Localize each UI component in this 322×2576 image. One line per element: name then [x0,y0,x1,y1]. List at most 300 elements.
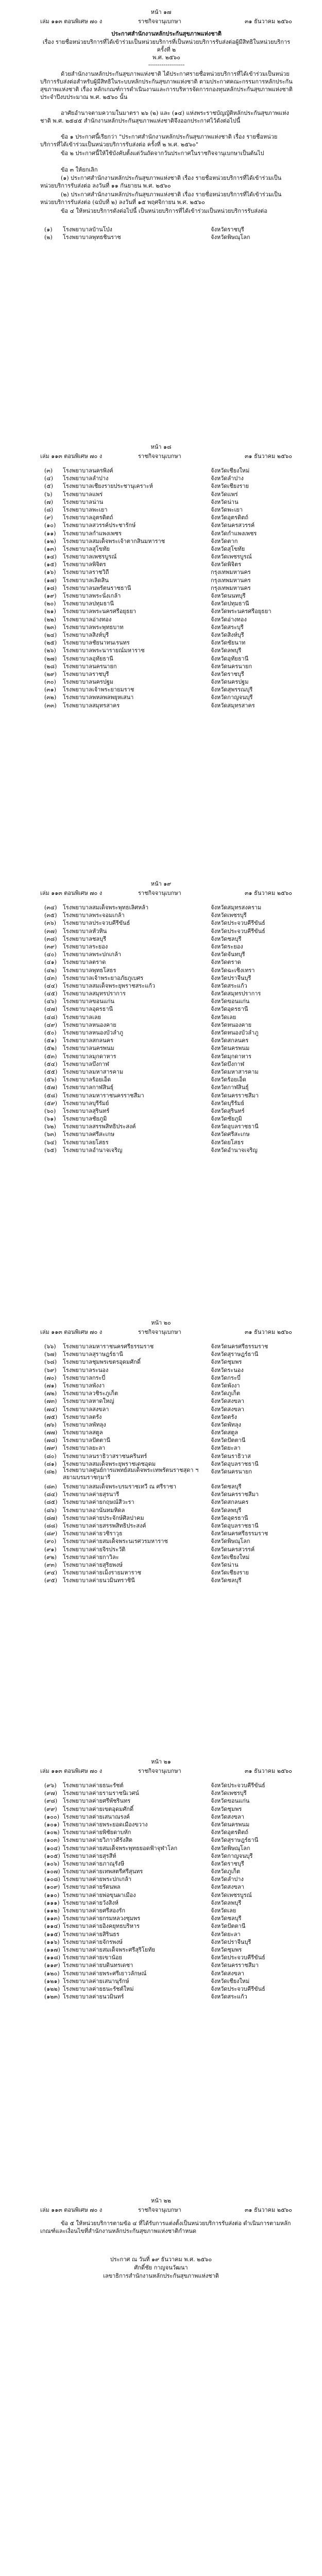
province-name: จังหวัดกระบี่ [211,1374,241,1381]
clause-3-item-1: (๑) ประกาศสำนักงานหลักประกันสุขภาพแห่งชาติ เรื่อง รายชื่อหน่วยบริการที่ได้เข้าร่วมเป็นหน่วยบริการรับส่งต่อ ลงวันที่ ๑๑ กันยายน พ.ศ. ๒๕๖๐ [40,175,282,189]
province-name: จังหวัดเชียงใหม่ [211,1977,250,1985]
hospital-name: โรงพยาบาลชัยภูมิ [63,1115,107,1123]
page-18 [0,435,322,872]
province-name: จังหวัดพิษณุโลก [211,1844,250,1852]
item-number: (๘๙) [44,1530,58,1537]
item-number: (๖๕) [44,1146,57,1154]
list-item [44,1396,297,1404]
gazette-date: ๓๑ ธันวาคม ๒๕๖๐ [245,1329,292,1335]
item-number: (๒๖) [44,647,56,654]
hospital-name: โรงพยาบาลหัวหิน [63,927,107,935]
list-item [44,1435,297,1443]
item-number: (๙๐) [44,1538,57,1545]
province-name: จังหวัดราชบุรี [211,670,244,677]
volume-label: เล่ม ๑๑๓ ตอนพิเศษ ๗๐ ง [40,453,103,460]
province-name: จังหวัดพังงา [211,1382,240,1389]
province-name: จังหวัดลพบุรี [211,1899,242,1906]
item-number: (๗๘) [44,1437,58,1444]
item-number: (๕๙) [44,1099,57,1107]
province-name: จังหวัดชลบุรี [211,1577,242,1584]
volume-label: เล่ม ๑๑๓ ตอนพิเศษ ๗๐ ง [40,1768,103,1774]
province-name: กรุงเทพมหานคร [211,577,251,584]
item-number: (๖๔) [44,1139,57,1146]
list-item [44,505,297,513]
list-item [44,1020,297,1028]
hospital-list [44,1781,297,1999]
hospital-name: โรงพยาบาลปัตตานี [63,1437,110,1444]
province-name: จังหวัดสกลนคร [211,1037,249,1044]
list-item [44,1489,297,1497]
announcement-subject: เรื่อง รายชื่อหน่วยบริการที่ได้เข้าร่วมเป็นหน่วยบริการที่เป็นหน่วยบริการรับส่งต่อผู้มีสิทธิในหน่วยบริการ ครั้งที่ ๒ [42,39,291,53]
list-item [44,1820,297,1827]
item-number: (๑๔) [44,553,57,561]
hospital-name: โรงพยาบาลค่ายสมเด็จพระพุทธยอดฟ้าจุฬาโลก [63,1844,178,1852]
list-item [44,701,297,708]
province-name: จังหวัดนครราชสีมา [211,1962,259,1969]
list-item [44,973,297,981]
province-name: จังหวัดชลบุรี [211,1915,242,1922]
province-name: จังหวัดตาก [211,537,238,545]
province-name: จังหวัดกาฬสินธุ์ [211,1084,249,1091]
hospital-name: โรงพยาบาลค่ายบดินทรเดชา [63,1962,133,1969]
list-item [44,1529,297,1536]
province-name: จังหวัดชุมพร [211,1805,242,1812]
item-number: (๗๖) [44,1421,57,1428]
hospital-name: โรงพยาบาลลำปาง [63,475,109,482]
hospital-name: โรงพยาบาลพหลพลพยุหเสนา [63,694,134,701]
hospital-name: โรงพยาบาลเจ้าพระยายมราช [63,686,134,693]
item-number: (๕๓) [44,1053,57,1060]
item-number: (๑๗) [44,577,57,584]
page-17 [0,0,322,435]
item-number: (๘๓) [44,1483,57,1490]
hospital-name: โรงพยาบาลค่ายศรีพัชรินทร [63,1798,131,1805]
gazette-name: ราชกิจจานุเบกษา [138,890,181,896]
hospital-name: โรงพยาบาลหนองคาย [63,1021,116,1028]
province-name: จังหวัดอุตรดิตถ์ [211,514,248,521]
list-item [44,1067,297,1075]
hospital-name: โรงพยาบาลน่าน [63,498,104,505]
item-number: (๘๕) [44,1499,58,1506]
clause-5: ข้อ ๕ ให้หน่วยบริการตามข้อ ๔ ที่ได้รับการแต่งตั้งเป็นหน่วยบริการรับส่งต่อ ดำเนินการตามหลักเกณฑ์และเงื่อนไขที่สำนักงานหลักประกันสุขภาพแห่งชาติกำหนด [40,2220,291,2234]
hospital-name: โรงพยาบาลค่ายสรรพสิทธิประสงค์ [63,1522,146,1529]
hospital-name: โรงพยาบาลพัทลุง [63,1421,106,1428]
hospital-name: โรงพยาบาลชุมพรเขตรอุดมศักดิ์ [63,1359,141,1366]
province-name: จังหวัดอ่างทอง [211,616,247,623]
list-item [44,638,297,646]
gazette-date: ๓๑ ธันวาคม ๒๕๖๐ [245,890,292,896]
page-number: หน้า ๑๙ [150,880,172,887]
hospital-name: โรงพยาบาลค่ายรัตนพล [63,1884,121,1891]
province-name: จังหวัดพระนครศรีอยุธยา [211,608,272,615]
item-number: (๑๐๗) [44,1868,60,1875]
item-number: (๑๖) [44,569,56,576]
hospital-name: โรงพยาบาลกาฬสินธุ์ [63,1084,114,1091]
list-item [44,622,297,630]
list-item [44,910,297,918]
province-name: จังหวัดยะลา [211,1445,241,1452]
item-number: (๑๑๒) [44,1907,60,1914]
hospital-name: โรงพยาบาลค่ายเขาน้อย [63,1954,122,1961]
hospital-name: โรงพยาบาลแพร่ [63,490,103,498]
province-name: จังหวัดน่าน [211,1561,239,1568]
hospital-name: โรงพยาบาลนครพิงค์ [63,467,113,474]
list-item [44,575,297,583]
hospital-name: โรงพยาบาลสมเด็จพระบรมราชเทวี ณ ศรีราชา [63,1483,177,1490]
list-item [44,1043,297,1051]
item-number: (๙๘) [44,1798,58,1805]
province-name: จังหวัดนครพนม [211,1821,250,1828]
item-number: (๑๐๒) [44,1829,60,1836]
province-name: จังหวัดชัยนาท [211,639,246,647]
province-name: จังหวัดแพร่ [211,490,238,498]
hospital-name: โรงพยาบาลสกลนคร [63,1037,113,1044]
list-item [44,1859,297,1867]
list-item [44,1552,297,1560]
list-item [44,1788,297,1796]
province-name: จังหวัดสตูล [211,1429,238,1436]
province-name: จังหวัดสระแก้ว [211,1993,247,2001]
hospital-name: โรงพยาบาลสุรินทร์ [63,1107,110,1114]
list-item [44,1091,297,1098]
hospital-name: โรงพยาบาลพะเยา [63,506,108,513]
hospital-name: โรงพยาบาลค่ายเขตอุดมศักดิ์ [63,1805,134,1812]
province-name: จังหวัดสมุทรปราการ [211,990,261,997]
list-item [44,1521,297,1529]
province-name: จังหวัดยะลา [211,1930,241,1938]
list-item [44,1412,297,1420]
province-name: จังหวัดยโสธร [211,1139,244,1146]
list-item [44,1036,297,1043]
page-21 [0,1750,322,2189]
hospital-list [44,903,297,1153]
province-name: จังหวัดประจวบคีรีขันธ์ [211,1782,265,1789]
item-number: (๕๕) [44,1068,58,1075]
page-19 [0,872,322,1311]
province-name: จังหวัดสุราษฎร์ธานี [211,1837,259,1844]
signature-date: ประกาศ ณ วันที่ ๑๙ ธันวาคม พ.ศ. ๒๕๖๐ [110,2256,212,2263]
item-number: (๓๔) [44,904,57,911]
hospital-name: โรงพยาบาลเพชรบูรณ์ [63,553,117,561]
list-item [44,1913,297,1921]
hospital-name: โรงพยาบาลพุทธโสธร [63,967,116,974]
item-number: (๓๖) [44,920,57,927]
list-item [44,1867,297,1874]
list-item [44,1827,297,1835]
hospital-name: โรงพยาบาลอุทัยธานี [63,655,113,662]
list-item [44,1129,297,1137]
list-item [44,1052,297,1059]
list-item [44,1513,297,1521]
hospital-name: โรงพยาบาลอำนาจเจริญ [63,1146,123,1154]
item-number: (๙๓) [44,1561,57,1568]
province-name: จังหวัดประจวบคีรีขันธ์ [211,1985,265,1992]
province-name: จังหวัดสงขลา [211,1398,244,1405]
hospital-name: โรงพยาบาลนครพนม [63,1045,114,1052]
item-number: (๙๑) [44,1546,57,1553]
item-number: (๘๖) [44,1506,57,1514]
list-item [44,1969,297,1976]
list-item [44,1028,297,1036]
list-item [44,583,297,591]
item-number: (๑๐๘) [44,1876,60,1883]
item-number: (๓๗) [44,927,57,935]
item-number: (๑๐๕) [44,1852,60,1859]
province-name: จังหวัดสุราษฎร์ธานี [211,1351,259,1358]
item-number: (๔) [44,475,53,482]
hospital-name: โรงพยาบาลพระพุทธบาท [63,623,124,631]
item-number: (๑๐๙) [44,1884,60,1891]
item-number: (๑๑๐) [44,1891,60,1899]
province-name: จังหวัดอุบลราชธานี [211,1522,259,1529]
province-name: กรุงเทพมหานคร [211,584,251,591]
gazette-name: ราชกิจจานุเบกษา [138,18,181,25]
item-number: (๙๙) [44,1805,57,1812]
hospital-name: โรงพยาบาลวชิระภูเก็ต [63,1390,118,1397]
list-item [44,1388,297,1396]
hospital-name: โรงพยาบาลสุโขทัย [63,545,110,552]
hospital-name: โรงพยาบาลกระบี่ [63,1374,106,1381]
item-number: (๘๐) [44,1452,57,1460]
item-number: (๕๒) [44,1045,57,1052]
list-item [44,654,297,662]
list-item [44,1012,297,1020]
item-number: (๒๕) [44,639,57,647]
hospital-name: โรงพยาบาลชัยนาทนเรนทร [63,639,130,647]
page-number: หน้า ๑๘ [150,444,172,450]
hospital-name: โรงพยาบาลค่ายวชิราวุธ [63,1530,123,1537]
item-number: (๑๐๓) [44,1837,60,1844]
item-number: (๓๓) [44,702,57,709]
gazette-name: ราชกิจจานุเบกษา [138,2207,181,2213]
province-name: จังหวัดร้อยเอ็ด [211,1076,246,1083]
hospital-name: โรงพยาบาลกำแพงเพชร [63,530,122,537]
hospital-name: โรงพยาบาลชลบุรี [63,935,107,942]
hospital-name: โรงพยาบาลสรรพสิทธิประสงค์ [63,1123,136,1130]
province-name: จังหวัดเชียงใหม่ [211,1553,250,1561]
item-number: (๔๖) [44,998,57,1005]
hospital-name: โรงพยาบาลราชบุรี [63,670,109,677]
list-item [44,1906,297,1913]
announcement-subject-year: พ.ศ. ๒๕๖๐ [152,54,180,61]
list-item [44,473,297,481]
volume-label: เล่ม ๑๑๓ ตอนพิเศษ ๗๐ ง [40,1329,103,1335]
item-number: (๑๒๑) [44,1977,60,1985]
province-name: จังหวัดเลย [211,1013,236,1021]
hospital-name: โรงพยาบาลมหาราชนครศรีธรรมราช [63,1343,154,1350]
province-name: จังหวัดกาญจนบุรี [211,1852,253,1859]
gazette-date: ๓๑ ธันวาคม ๒๕๖๐ [245,18,292,25]
province-name: จังหวัดสระบุรี [211,623,244,631]
list-item [44,1851,297,1859]
province-name: จังหวัดกาญจนบุรี [211,694,253,701]
page-number: หน้า ๒๐ [151,1319,171,1326]
province-name: จังหวัดลพบุรี [211,647,242,654]
province-name: จังหวัดนราธิวาส [211,1452,251,1460]
hospital-name: โรงพยาบาลพระนั่งเกล้า [63,592,121,599]
list-item [44,1984,297,1992]
list-item [44,1357,297,1365]
item-number: (๙๕) [44,1577,57,1584]
hospital-name: โรงพยาบาลศูนย์การแพทย์สมเด็จพระเทพรัตนราชสุดา ฯ สยามบรมราชกุมารี [63,1467,199,1481]
hospital-name: โรงพยาบาลร้อยเอ็ด [63,1076,111,1083]
hospital-name: โรงพยาบาลค่ายกรมหลวงชุมพร [63,1915,141,1922]
list-item [44,1929,297,1937]
item-number: (๗๕) [44,1413,58,1420]
hospital-name: โรงพยาบาลค่ายสมเด็จพระศรีสุริโยทัย [63,1946,155,1953]
gazette-date: ๓๑ ธันวาคม ๒๕๖๐ [245,1768,292,1774]
hospital-name: โรงพยาบาลระนอง [63,1366,109,1374]
page-number: หน้า ๒๒ [151,2197,171,2204]
province-name: จังหวัดชุมพร [211,1359,242,1366]
list-item [44,1459,297,1467]
province-name: จังหวัดพิษณุโลก [211,1538,250,1545]
hospital-name: โรงพยาบาลสมเด็จพระยุพราชเดชอุดม [63,1460,156,1467]
item-number: (๙๒) [44,1553,57,1561]
list-item [44,1890,297,1898]
list-item [44,1945,297,1953]
hospital-name: โรงพยาบาลค่ายเม็งรายมหาราช [63,1569,142,1577]
list-item [44,1804,297,1812]
province-name: จังหวัดนนทบุรี [211,592,246,599]
province-name: จังหวัดพะเยา [211,506,243,513]
item-number: (๓) [44,467,53,474]
province-name: จังหวัดอุบลราชธานี [211,1123,259,1130]
list-item [44,989,297,996]
item-number: (๒๓) [44,623,57,631]
province-name: จังหวัดกำแพงเพชร [211,530,257,537]
province-name: จังหวัดปราจีนบุรี [211,974,251,981]
title-divider: ------------------- [148,61,185,68]
list-item [44,926,297,934]
province-name: จังหวัดนครศรีธรรมราช [211,1530,268,1537]
item-number: (๙๗) [44,1790,57,1797]
list-item [44,1545,297,1552]
hospital-name: โรงพยาบาลนราธิวาสราชนครินทร์ [63,1452,147,1460]
province-name: จังหวัดประจวบคีรีขันธ์ [211,927,265,935]
province-name: จังหวัดเลย [211,1907,236,1914]
item-number: (๒๐) [44,600,56,607]
province-name: จังหวัดนครสวรรค์ [211,522,255,529]
hospital-name: โรงพยาบาลอุตรดิตถ์ [63,514,113,521]
hospital-list [44,225,297,240]
page-number: หน้า ๒๑ [151,1758,171,1765]
item-number: (๘๔) [44,1491,58,1498]
list-item [44,1835,297,1843]
list-item [44,1497,297,1505]
province-name: จังหวัดอุบลราชธานี [211,1460,259,1467]
list-item [44,1114,297,1122]
province-name: จังหวัดชลบุรี [211,935,242,942]
item-number: (๑๒๒) [44,1985,60,1992]
province-name: จังหวัดสิงห์บุรี [211,631,244,638]
item-number: (๑๐๔) [44,1844,60,1852]
item-number: (๒๗) [44,655,57,662]
hospital-name: โรงพยาบาลค่ายเสนาณรงค์ [63,1813,130,1820]
hospital-name: โรงพยาบาลขอนแก่น [63,998,114,1005]
item-number: (๔๒) [44,967,57,974]
list-item [44,1882,297,1890]
province-name: จังหวัดพิษณุโลก [211,234,250,241]
hospital-name: โรงพยาบาลราชวิถี [63,569,109,576]
province-name: จังหวัดภูเก็ต [211,1868,241,1875]
item-number: (๑๓) [44,545,57,552]
hospital-name: โรงพยาบาลเลิดสิน [63,577,109,584]
list-item [44,1122,297,1129]
item-number: (๑๑) [44,530,56,537]
list-item [44,1349,297,1357]
list-item [44,957,297,965]
item-number: (๖๓) [44,1131,57,1138]
province-name: จังหวัดเชียงราย [211,483,249,490]
list-item [44,1138,297,1145]
province-name: จังหวัดอำนาจเจริญ [211,1146,258,1154]
list-item [44,1560,297,1568]
province-name: จังหวัดศรีสะเกษ [211,1131,250,1138]
item-number: (๘๒) [44,1468,57,1475]
item-number: (๓๐) [44,679,56,686]
province-name: กรุงเทพมหานคร [211,569,251,576]
item-number: (๕๗) [44,1084,58,1091]
signatory-name: ศักดิ์ชัย กาญจนวัฒนา [134,2264,188,2271]
item-number: (๒๔) [44,631,57,638]
hospital-name: โรงพยาบาลสมเด็จพระยุพราชสระแก้ว [63,982,156,989]
province-name: จังหวัดสุรินทร์ [211,1107,245,1114]
item-number: (๑๐๐) [44,1813,59,1820]
list-item [44,1482,297,1489]
hospital-name: โรงพยาบาลนครปฐม [63,679,114,686]
volume-label: เล่ม ๑๑๓ ตอนพิเศษ ๗๐ ง [40,18,103,25]
hospital-name: โรงพยาบาลมุกดาหาร [63,1053,116,1060]
province-name: จังหวัดนครราชสีมา [211,1092,259,1099]
province-name: จังหวัดมุกดาหาร [211,1053,251,1060]
list-item [44,1004,297,1012]
item-number: (๑๑๗) [44,1946,60,1953]
hospital-name: โรงพยาบาลอุดรธานี [63,1006,113,1013]
hospital-name: โรงพยาบาลมหาราชนครราชสีมา [63,1092,144,1099]
hospital-name: โรงพยาบาลค่ายธนะรัชต์ [63,1782,124,1789]
item-number: (๗) [44,498,53,505]
list-item [44,591,297,599]
item-number: (๖๙) [44,1366,57,1374]
province-name: จังหวัดพิจิตร [211,561,242,568]
hospital-name: โรงพยาบาลสตูล [63,1429,103,1436]
province-name: จังหวัดลำปาง [211,475,244,482]
list-item [44,1404,297,1412]
province-name: จังหวัดเพชรบูรณ์ [211,1891,252,1899]
hospital-name: โรงพยาบาลมหาสารคาม [63,1068,124,1075]
list-item [44,489,297,497]
hospital-name: โรงพยาบาลค่ายประจักษ์ศิลปาคม [63,1514,144,1521]
province-name: จังหวัดบุรีรัมย์ [211,1099,244,1107]
list-item [44,1145,297,1153]
list-item [44,1960,297,1968]
province-name: จังหวัดนครปฐม [211,679,249,686]
hospital-name: โรงพยาบาลศรีสะเกษ [63,1131,115,1138]
list-item [44,903,297,910]
province-name: จังหวัดนครพนม [211,1045,250,1052]
hospital-name: โรงพยาบาลเจ้าพระยาอภัยภูเบศร [63,974,144,981]
list-item [44,1075,297,1082]
list-item [44,560,297,567]
item-number: (๙๖) [44,1782,57,1789]
hospital-name: โรงพยาบาลพระปกเกล้า [63,951,122,958]
item-number: (๗๑) [44,1382,57,1389]
list-item [44,918,297,926]
province-name: จังหวัดนครศรีธรรมราช [211,1343,268,1350]
item-number: (๕๐) [44,1029,57,1036]
hospital-name: โรงพยาบาลสวรรค์ประชารักษ์ [63,522,136,529]
